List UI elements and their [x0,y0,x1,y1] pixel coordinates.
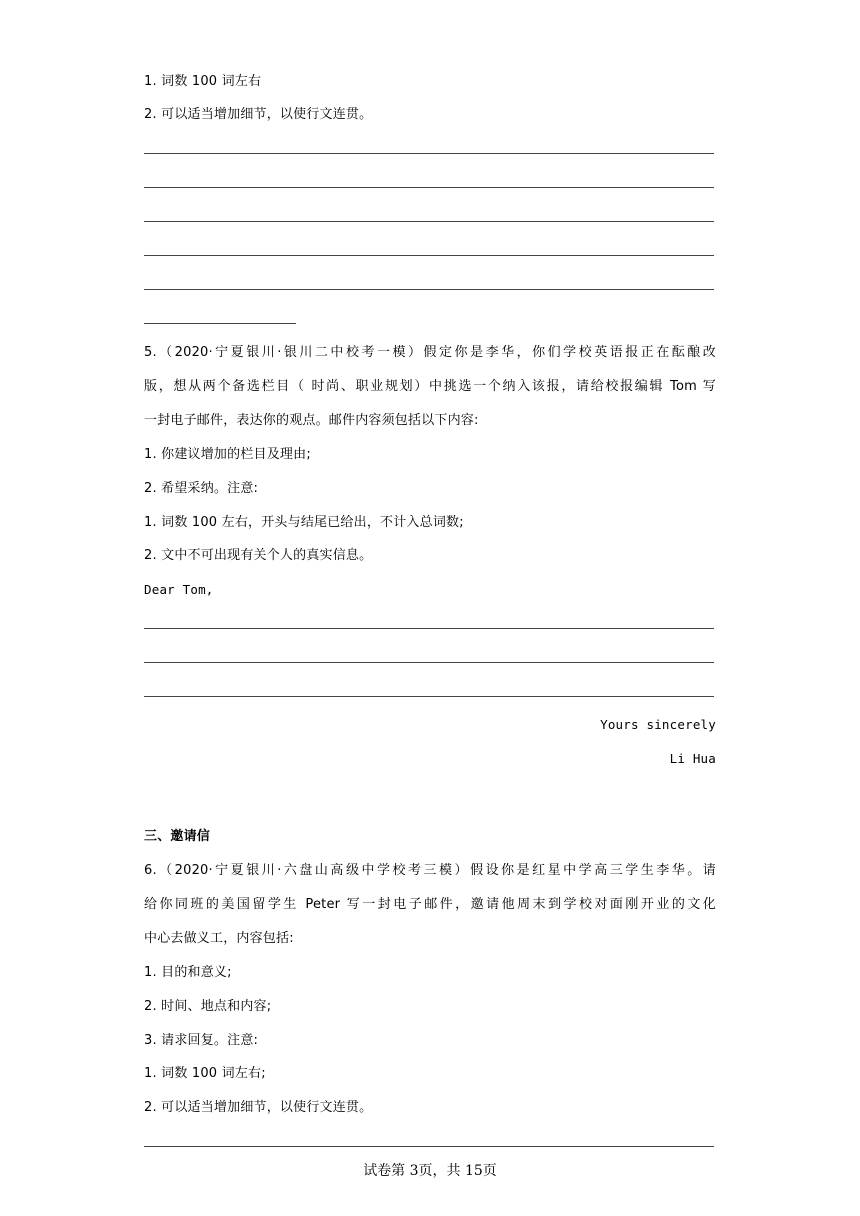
word-count-note: 1. 词数 100 词左右 [144,74,262,89]
letter-closing: Yours sincerely [600,717,716,732]
question-5-item-1: 1. 你建议增加的栏目及理由; [144,447,311,462]
answer-line [144,662,714,663]
answer-line [144,187,714,188]
question-5-line-1: 5.（2020·宁夏银川·银川二中校考一模）假定你是李华，你们学校英语报正在酝酿改 [144,345,716,360]
question-6-note-2: 2. 可以适当增加细节，以使行文连贯。 [144,1100,373,1115]
question-5-note-2: 2. 文中不可出现有关个人的真实信息。 [144,548,373,563]
question-6-line-1: 6.（2020·宁夏银川·六盘山高级中学校考三模）假设你是红星中学高三学生李华。请 [144,863,716,878]
page-footer: 试卷第 3页，共 15页 [363,1163,497,1179]
section-heading: 三、邀请信 [144,829,211,844]
letter-salutation: Dear Tom, [144,582,214,597]
answer-line [144,221,714,222]
question-6-item-2: 2. 时间、地点和内容; [144,999,272,1014]
answer-line [144,289,714,290]
answer-line [144,255,714,256]
question-5-note-1: 1. 词数 100 左右，开头与结尾已给出，不计入总词数; [144,515,464,530]
question-6-line-3: 中心去做义工，内容包括: [144,931,294,946]
question-5-line-2: 版，想从两个备选栏目（ 时尚、职业规划）中挑选一个纳入该报，请给校报编辑 Tom 写 [144,379,716,394]
answer-line-short [144,323,296,324]
question-6-item-3: 3. 请求回复。注意: [144,1033,259,1048]
question-6-note-1: 1. 词数 100 词左右; [144,1066,266,1081]
detail-note: 2. 可以适当增加细节，以使行文连贯。 [144,107,373,122]
letter-signature: Li Hua [669,751,716,766]
question-5-item-2: 2. 希望采纳。注意: [144,481,259,496]
answer-line [144,696,714,697]
answer-line [144,1146,714,1147]
answer-line [144,628,714,629]
answer-line [144,153,714,154]
question-5-line-3: 一封电子邮件，表达你的观点。邮件内容须包括以下内容: [144,413,479,428]
question-6-item-1: 1. 目的和意义; [144,965,232,980]
question-6-line-2: 给你同班的美国留学生 Peter 写一封电子邮件，邀请他周末到学校对面刚开业的文化 [144,897,716,912]
